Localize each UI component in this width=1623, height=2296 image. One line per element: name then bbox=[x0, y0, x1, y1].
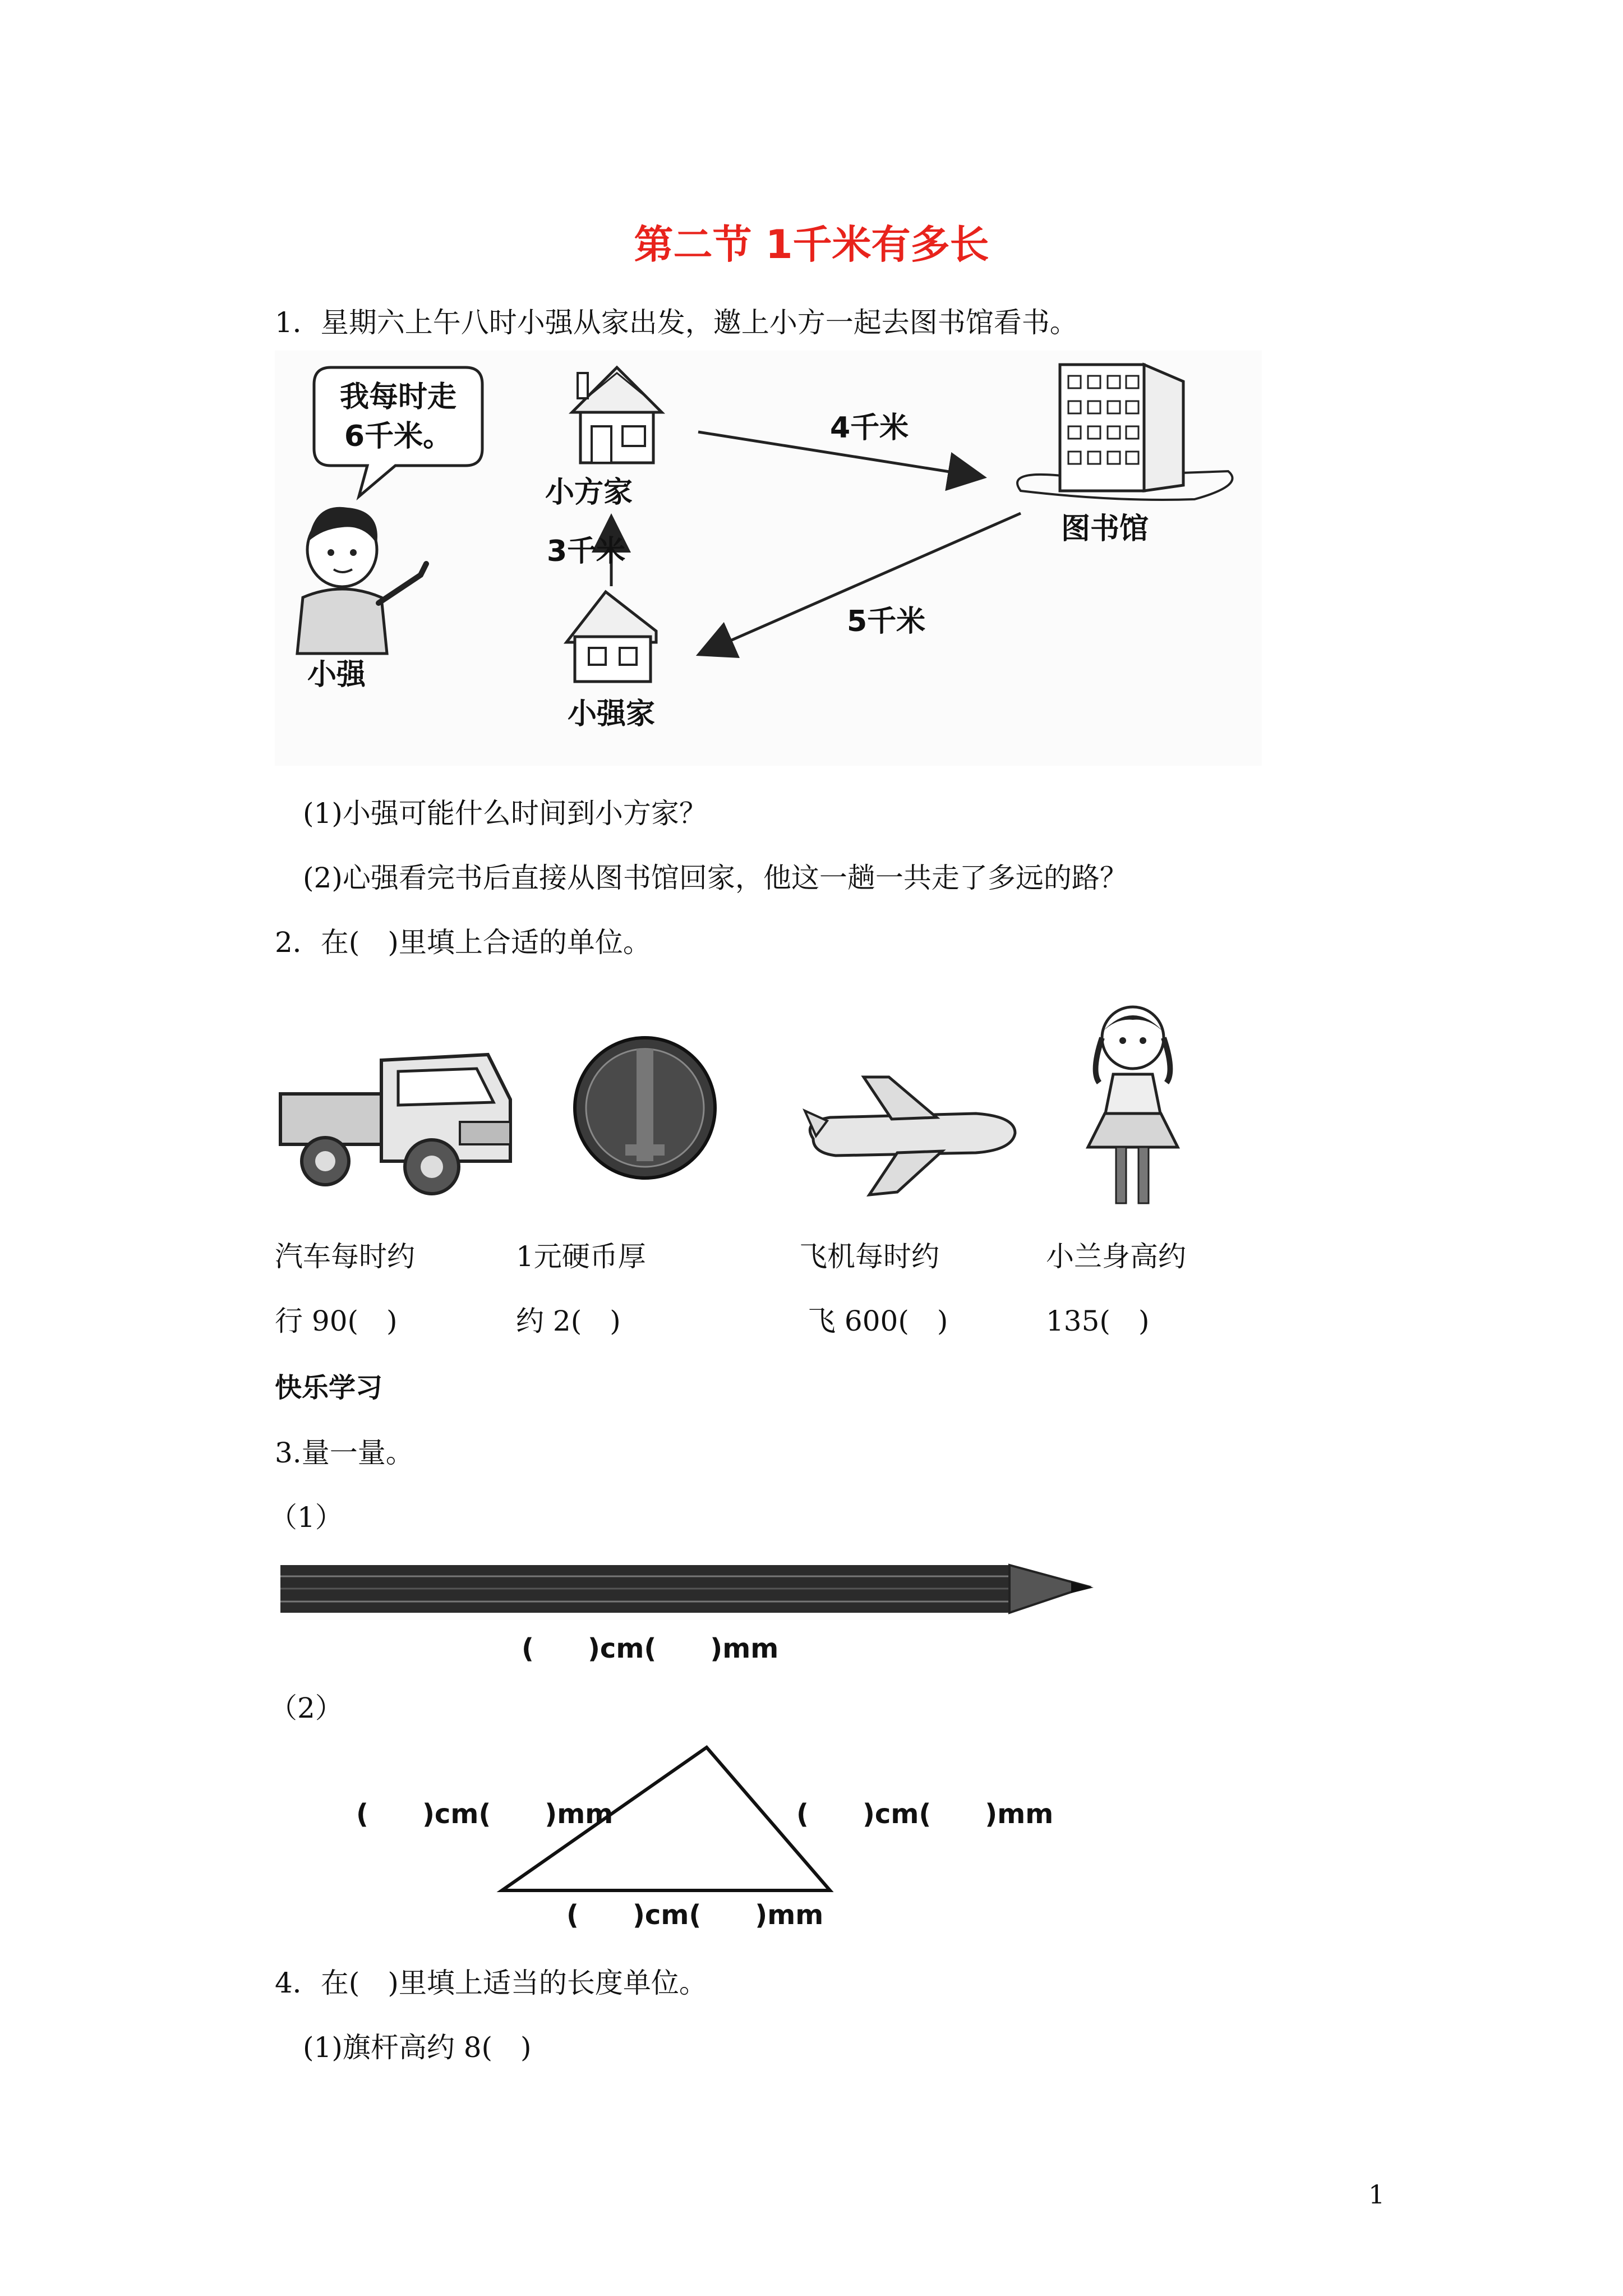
q1-stem: 1．星期六上午八时小强从家出发，邀上小方一起去图书馆看书。 bbox=[275, 306, 1078, 339]
q2-item3-line1: 飞机每时约 bbox=[799, 1240, 939, 1273]
distance-fang-to-library: 4千米 bbox=[830, 411, 909, 445]
pencil-measure-label: ( )cm( )mm bbox=[522, 1633, 779, 1664]
label-xiaofang-home: 小方家 bbox=[545, 476, 633, 509]
pencil-icon bbox=[280, 1565, 1094, 1613]
speech-line-1: 我每时走 bbox=[339, 380, 457, 414]
q2-item4-line2: 135( ) bbox=[1046, 1305, 1150, 1337]
triangle-left-label: ( )cm( )mm bbox=[356, 1798, 614, 1830]
label-library: 图书馆 bbox=[1061, 512, 1149, 546]
coin-icon bbox=[575, 1038, 715, 1178]
q2-item4-line1: 小兰身高约 bbox=[1046, 1240, 1186, 1273]
distance-home-to-fang: 3千米 bbox=[547, 535, 626, 568]
girl-icon bbox=[1088, 1007, 1178, 1203]
distance-library-to-home: 5千米 bbox=[847, 605, 926, 638]
q1-route-figure bbox=[275, 351, 1262, 766]
q4-stem: 4．在( )里填上适当的长度单位。 bbox=[275, 1967, 707, 1999]
q2-item3-line2: 飞 600( ) bbox=[808, 1305, 948, 1337]
q1-sub2: (2)心强看完书后直接从图书馆回家，他这一趟一共走了多远的路？ bbox=[303, 862, 1128, 894]
q2-stem: 2．在( )里填上合适的单位。 bbox=[275, 926, 651, 959]
triangle-bottom-label: ( )cm( )mm bbox=[566, 1899, 824, 1931]
q2-item2-line2: 约 2( ) bbox=[516, 1305, 621, 1337]
speech-line-2: 6千米。 bbox=[344, 420, 453, 453]
truck-icon bbox=[280, 1055, 510, 1194]
page-number: 1 bbox=[1368, 2179, 1385, 2210]
label-xiaoqiang: 小强 bbox=[307, 658, 366, 692]
q4-sub1: (1)旗杆高约 8( ) bbox=[303, 2031, 532, 2064]
page-title: 第二节 1千米有多长 bbox=[634, 222, 989, 268]
q2-item1-line2: 行 90( ) bbox=[275, 1305, 398, 1337]
q2-item1-line1: 汽车每时约 bbox=[275, 1240, 415, 1273]
triangle-right-label: ( )cm( )mm bbox=[796, 1798, 1054, 1830]
q2-item2-line1: 1元硬币厚 bbox=[516, 1240, 646, 1273]
q3-stem: 3.量一量。 bbox=[275, 1437, 414, 1469]
q2-pictures bbox=[275, 987, 1262, 1217]
section-heading: 快乐学习 bbox=[275, 1372, 383, 1404]
label-xiaoqiang-home: 小强家 bbox=[567, 697, 656, 731]
airplane-icon bbox=[805, 1077, 1015, 1195]
q1-sub1: (1)小强可能什么时间到小方家？ bbox=[303, 797, 707, 830]
q3-part1: （1） bbox=[269, 1501, 343, 1534]
q3-pencil-figure bbox=[275, 1548, 1127, 1694]
q3-part2: （2） bbox=[269, 1692, 343, 1724]
